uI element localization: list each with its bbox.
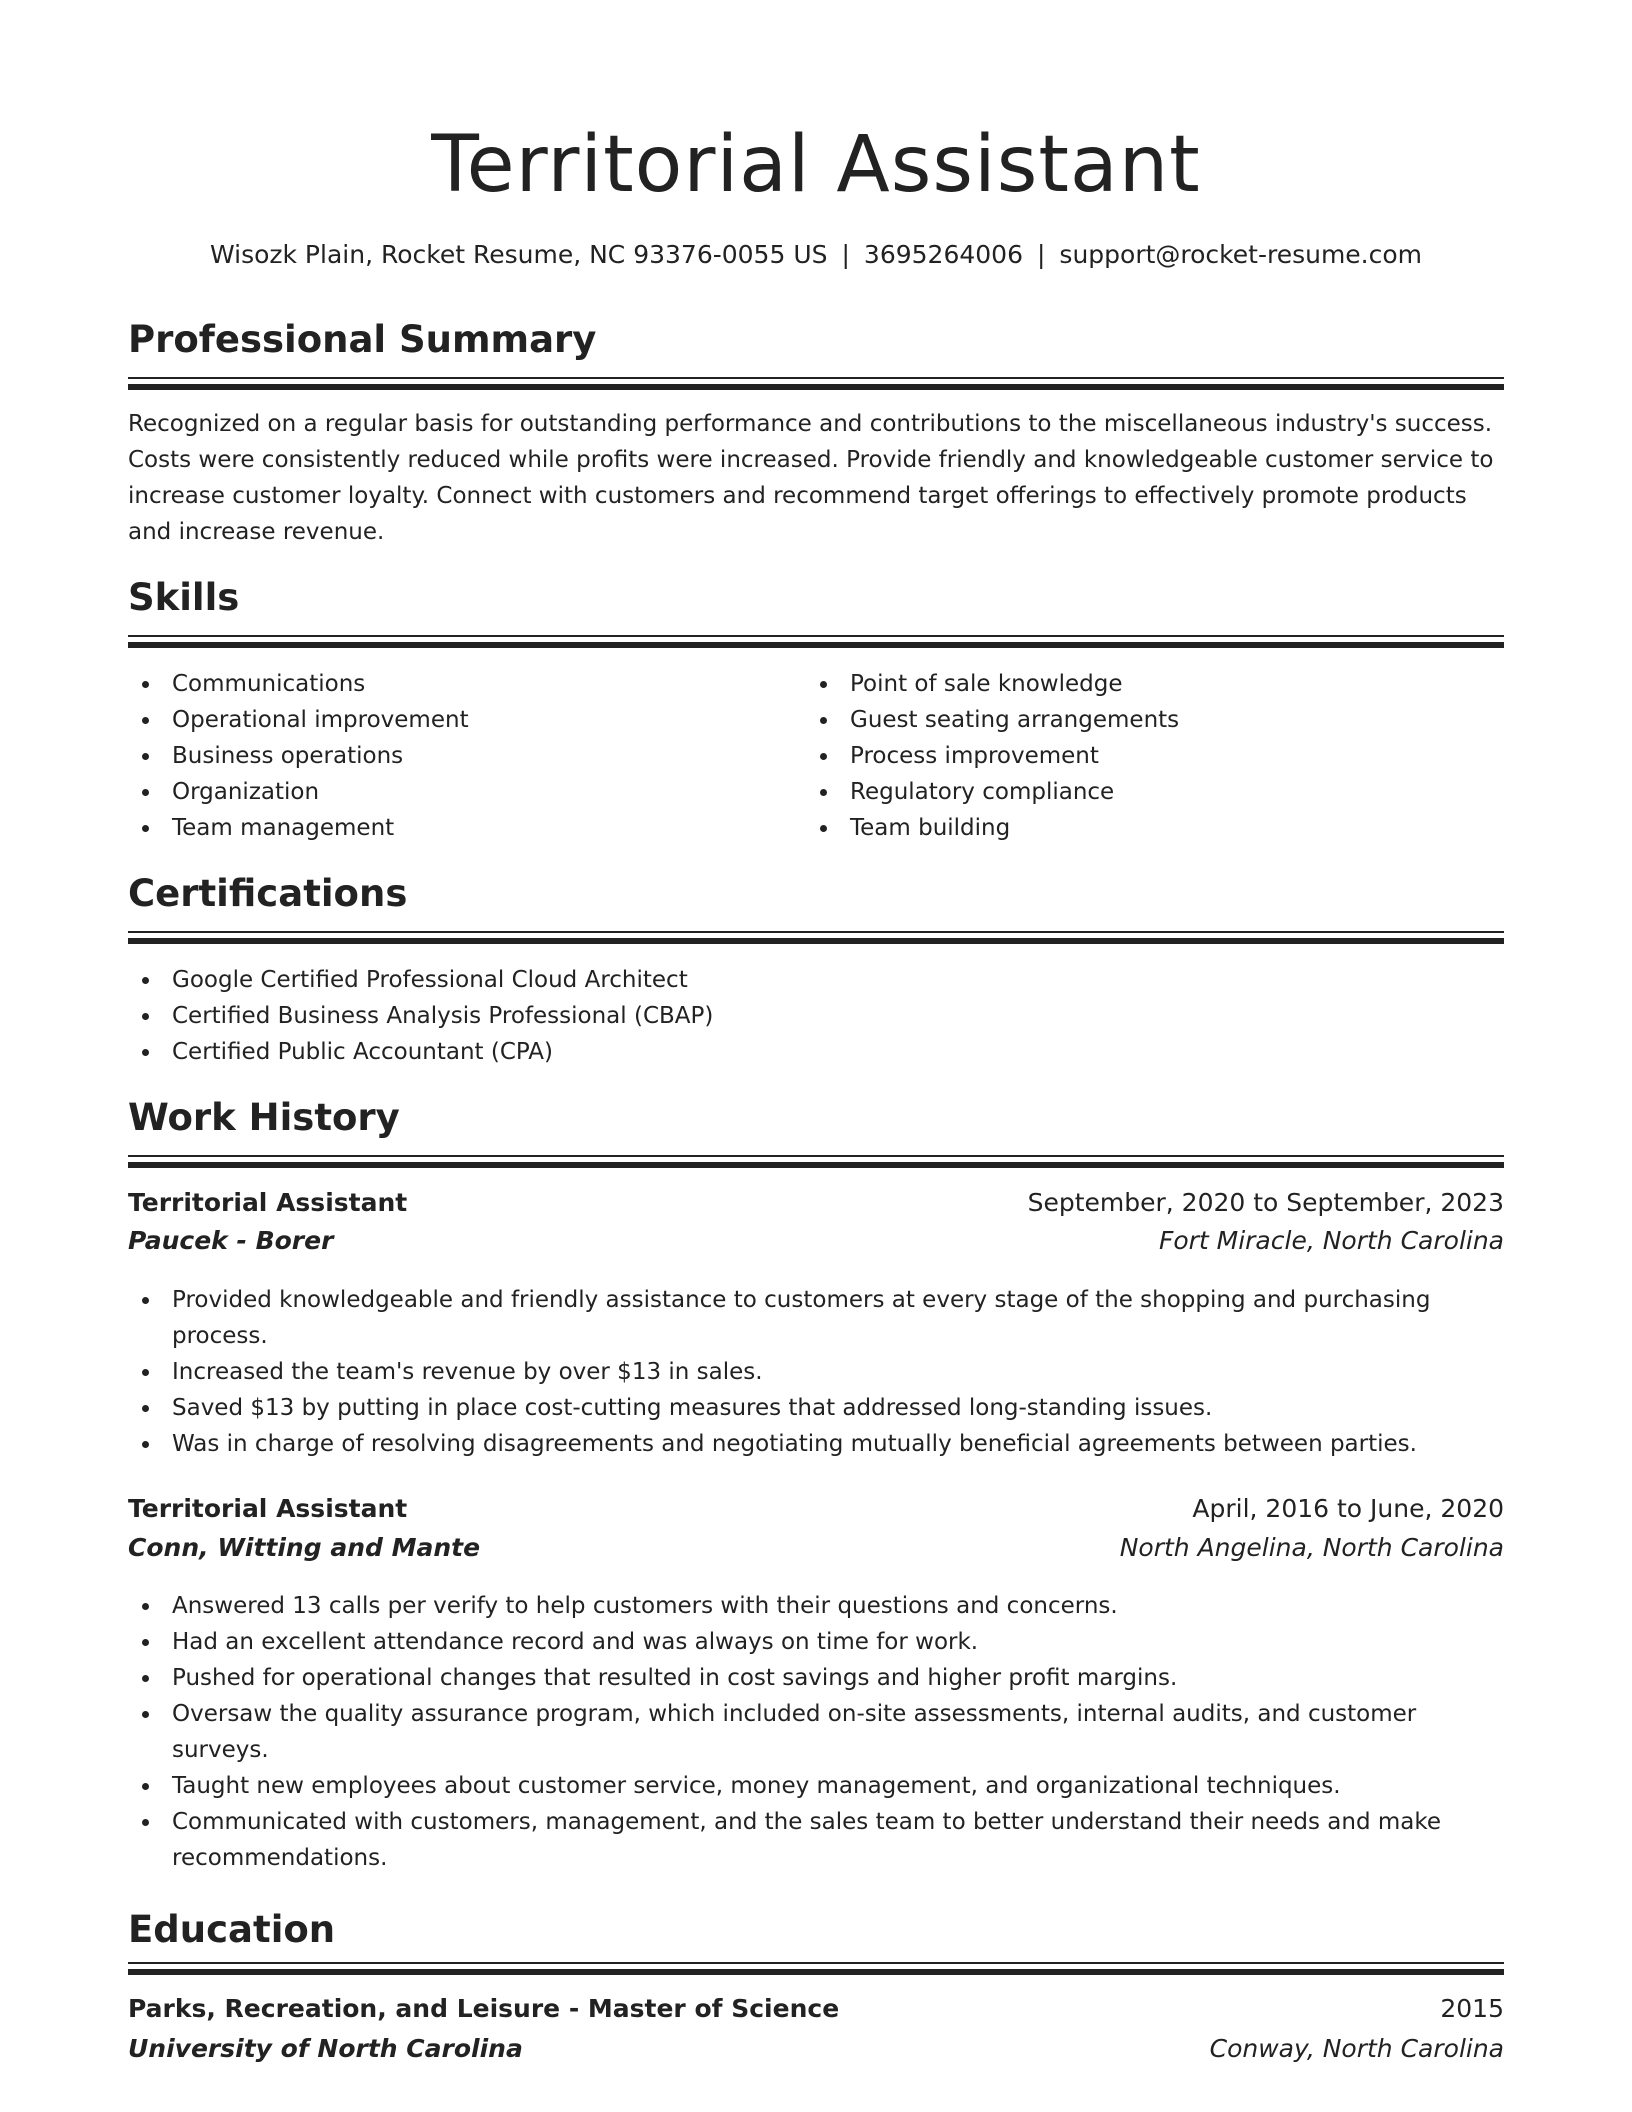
job-location: North Angelina, North Carolina (1119, 1533, 1504, 1562)
job-bullet: Answered 13 calls per verify to help customers with their questions and concerns. (128, 1588, 1504, 1624)
contact-line (0, 240, 1632, 269)
certification-item: Certified Business Analysis Professional (CBAP) (128, 998, 1504, 1034)
skill-item: Team building (806, 810, 1504, 846)
job-bullets (128, 1588, 1504, 1876)
section-divider (128, 635, 1504, 648)
job-bullet: Taught new employees about customer service, money management, and organizational techniques. (128, 1768, 1504, 1804)
job-dates: September, 2020 to September, 2023 (1027, 1188, 1504, 1217)
contact-phone: 3695264006 (863, 240, 1023, 269)
contact-address: Wisozk Plain, Rocket Resume, NC 93376-0055 US (209, 240, 828, 269)
job-title: Territorial Assistant (128, 1188, 408, 1217)
certifications-list (128, 962, 1504, 1070)
job-title: Territorial Assistant (128, 1494, 408, 1523)
job-bullet: Oversaw the quality assurance program, which included on-site assessments, internal audits, and customer surveys. (128, 1696, 1504, 1768)
skills-list-left (128, 666, 788, 846)
education-header (128, 1994, 1504, 2032)
job-bullet: Had an excellent attendance record and was always on time for work. (128, 1624, 1504, 1660)
job-employer-row (128, 1533, 1504, 1571)
section-divider (128, 377, 1504, 390)
job-employer: Conn, Witting and Mante (128, 1533, 481, 1562)
job-dates: April, 2016 to June, 2020 (1192, 1494, 1504, 1523)
section-divider (128, 1155, 1504, 1168)
skill-item: Point of sale knowledge (806, 666, 1504, 702)
section-title-work-history: Work History (128, 1096, 400, 1139)
job-header (128, 1494, 1504, 1532)
skill-item: Guest seating arrangements (806, 702, 1504, 738)
section-title-certifications: Certifications (128, 872, 408, 915)
section-divider (128, 1962, 1504, 1975)
skills-list-right (806, 666, 1504, 846)
section-title-skills: Skills (128, 576, 240, 619)
job-bullet: Saved $13 by putting in place cost-cutting measures that addressed long-standing issues. (128, 1390, 1504, 1426)
job-employer-row (128, 1226, 1504, 1264)
education-location: Conway, North Carolina (1209, 2034, 1504, 2063)
skill-item: Operational improvement (128, 702, 788, 738)
contact-separator: | (1036, 240, 1046, 269)
skill-item: Communications (128, 666, 788, 702)
contact-email: support@rocket-resume.com (1059, 240, 1423, 269)
education-school: University of North Carolina (128, 2034, 523, 2063)
summary-text: Recognized on a regular basis for outstanding performance and contributions to the miscellaneous industry's success. Costs were consistently reduced while profits were increased. Provide friendly and knowledgeable customer service to increase customer loyalty. Connect with customers and recommend target offerings to effectively promote products and increase revenue. (128, 411, 1494, 545)
job-location: Fort Miracle, North Carolina (1158, 1226, 1504, 1255)
education-year: 2015 (1440, 1994, 1504, 2023)
contact-separator: | (841, 240, 850, 269)
job-bullet: Communicated with customers, management, and the sales team to better understand their needs and make recommendations. (128, 1804, 1504, 1876)
resume-name: Territorial Assistant (431, 120, 1201, 210)
job-bullets (128, 1282, 1504, 1462)
skill-item: Organization (128, 774, 788, 810)
education-school-row (128, 2034, 1504, 2072)
skill-item: Team management (128, 810, 788, 846)
skill-item: Regulatory compliance (806, 774, 1504, 810)
skill-item: Business operations (128, 738, 788, 774)
job-bullet: Was in charge of resolving disagreements and negotiating mutually beneficial agreements between parties. (128, 1426, 1504, 1462)
section-divider (128, 931, 1504, 944)
certification-item: Google Certified Professional Cloud Architect (128, 962, 1504, 998)
job-employer: Paucek - Borer (128, 1226, 334, 1255)
certification-item: Certified Public Accountant (CPA) (128, 1034, 1504, 1070)
job-bullet: Increased the team's revenue by over $13 in sales. (128, 1354, 1504, 1390)
job-bullet: Provided knowledgeable and friendly assistance to customers at every stage of the shopping and purchasing process. (128, 1282, 1504, 1354)
job-header (128, 1188, 1504, 1226)
section-title-summary: Professional Summary (128, 318, 597, 361)
section-title-education: Education (128, 1908, 336, 1951)
skill-item: Process improvement (806, 738, 1504, 774)
job-bullet: Pushed for operational changes that resulted in cost savings and higher profit margins. (128, 1660, 1504, 1696)
education-degree: Parks, Recreation, and Leisure - Master of Science (128, 1994, 840, 2023)
